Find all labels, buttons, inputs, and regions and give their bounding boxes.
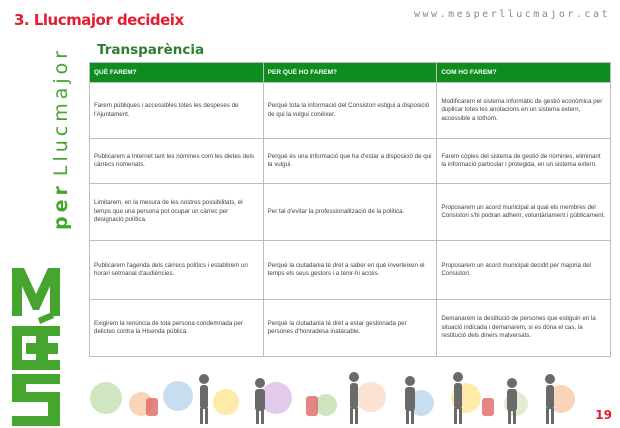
table-cell: Proposarem un acord municipal al qual els membres del Consistori s'hi podran adherir, voluntàriament i públicament. bbox=[437, 184, 611, 241]
table-cell: Proposarem un acord municipal decidit per majoria del Consistori. bbox=[437, 241, 611, 300]
table-cell: Publicarem a Internet tant les nòmines com les dietes dels càrrecs nomenats. bbox=[90, 139, 264, 184]
table-row bbox=[90, 184, 611, 241]
table-cell: Perquè la ciutadania té dret a estar gestionada per persones d'honradesa inatacable. bbox=[263, 300, 437, 357]
commitments-table-wrapper bbox=[89, 62, 611, 357]
column-header-why: PER QUÈ HO FAREM? bbox=[263, 63, 437, 83]
section-title: 3. Llucmajor decideix bbox=[14, 11, 184, 29]
page-title: Transparència bbox=[97, 42, 205, 58]
mes-logo bbox=[8, 268, 78, 428]
table-row bbox=[90, 300, 611, 357]
table-cell: Farem còpies del sistema de gestió de nòmines, eliminant la informació particular i protegida, en un sistema extern. bbox=[437, 139, 611, 184]
commitments-table bbox=[89, 62, 611, 357]
table-cell: Perquè tota la informació del Consistori estigui a disposició de qui la vulgui conèixer. bbox=[263, 83, 437, 139]
table-cell: Perquè és una informació que ha d'estar a disposició de qui la vulgui. bbox=[263, 139, 437, 184]
table-cell: Demanarem la destitució de persones que estiguin en la situació indicada i demanarem, si es dóna el cas, la restitució dels diners malversats. bbox=[437, 300, 611, 357]
slogan-place: Llucmajor bbox=[50, 46, 72, 177]
slogan-per: per bbox=[50, 182, 72, 230]
table-cell: Per tal d'evitar la professionalització de la política. bbox=[263, 184, 437, 241]
left-brand-band bbox=[0, 0, 86, 428]
column-header-how: COM HO FAREM? bbox=[437, 63, 611, 83]
people-illustration bbox=[86, 368, 606, 428]
page-number: 19 bbox=[595, 408, 612, 422]
table-cell: Publicarem l'agenda dels càrrecs polítics i establirem un horari setmanal d'audiències. bbox=[90, 241, 264, 300]
table-cell: Farem públiques i accessibles totes les despeses de l'Ajuntament. bbox=[90, 83, 264, 139]
column-header-what: QUÈ FAREM? bbox=[90, 63, 264, 83]
vertical-slogan bbox=[50, 47, 72, 230]
table-header-row bbox=[90, 63, 611, 83]
table-cell: Limitarem, en la mesura de les nostres possibilitats, el temps que una persona pot ocupar un càrrec per designació política. bbox=[90, 184, 264, 241]
table-row bbox=[90, 139, 611, 184]
table-cell: Exigirem la renúncia de tota persona condemnada per delictes contra la Hisenda pública. bbox=[90, 300, 264, 357]
table-cell: Perquè la ciutadania té dret a saber en què inverteixen el temps els seus gestors i a tenir-hi accés. bbox=[263, 241, 437, 300]
table-row bbox=[90, 241, 611, 300]
table-cell: Modificarem el sistema informàtic de gestió econòmica per duplicar totes les anotacions en un sistema extern, accessible a tothom. bbox=[437, 83, 611, 139]
site-url: www.mesperllucmajor.cat bbox=[414, 9, 610, 20]
table-row bbox=[90, 83, 611, 139]
